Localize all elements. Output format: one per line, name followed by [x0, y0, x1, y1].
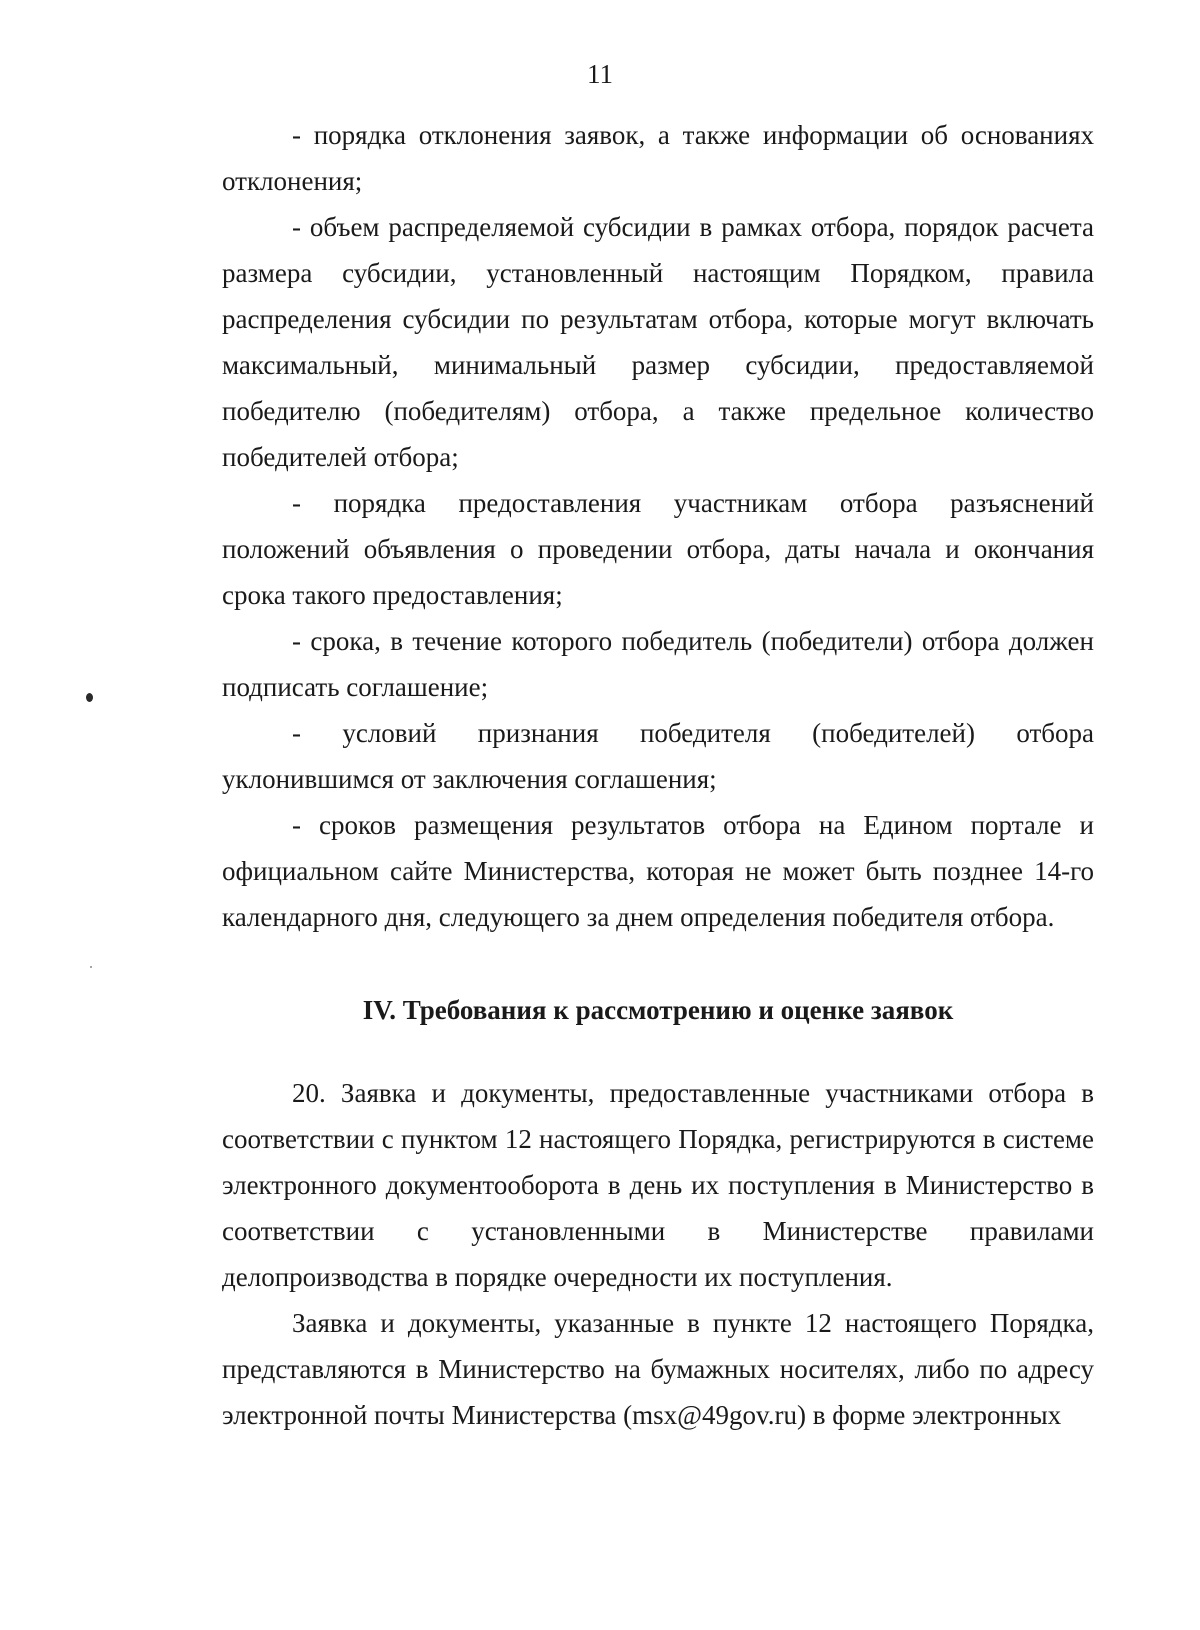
paragraph-clarifications: - порядка предоставления участникам отбора разъяснений положений объявления о проведении отбора, даты начала и окончания срока такого предоставления;: [222, 488, 1094, 610]
paragraph-rejection-procedure: - порядка отклонения заявок, а также информации об основаниях отклонения;: [222, 120, 1094, 196]
paragraph-agreement-deadline: - срока, в течение которого победитель (победители) отбора должен подписать соглашение;: [222, 626, 1094, 702]
top-text-block: [222, 112, 1094, 940]
paragraph-subsidy-volume: - объем распределяемой субсидии в рамках отбора, порядок расчета размера субсидии, установленный настоящим Порядком, правила распределения субсидии по результатам отбора, которые могут включать максимальный, минимальный размер субсидии, предоставляемой победителю (победителям) отбора, а также предельное количество победителей отбора;: [222, 212, 1094, 472]
bottom-text-block: [222, 1070, 1094, 1438]
paragraph-submission-methods: Заявка и документы, указанные в пункте 12 настоящего Порядка, представляются в Министерство на бумажных носителях, либо по адресу электронной почты Министерства (msx@49gov.ru) в форме электронных: [222, 1308, 1094, 1430]
page-number: 11: [587, 59, 613, 89]
scan-speck-small: [90, 966, 92, 968]
paragraph-evasion-conditions: - условий признания победителя (победителей) отбора уклонившимся от заключения соглашения;: [222, 718, 1094, 794]
paragraph-20-registration: 20. Заявка и документы, предоставленные участниками отбора в соответствии с пунктом 12 настоящего Порядка, регистрируются в системе электронного документооборота в день их поступления в Министерство в соответствии с установленными в Министерстве правилами делопроизводства в порядке очередности их поступления.: [222, 1078, 1094, 1292]
scan-speck: [86, 693, 93, 702]
paragraph-results-publication: - сроков размещения результатов отбора на Едином портале и официальном сайте Министерства, которая не может быть позднее 14-го календарного дня, следующего за днем определения победителя отбора.: [222, 810, 1094, 932]
section-heading: IV. Требования к рассмотрению и оценке заявок: [362, 995, 954, 1025]
